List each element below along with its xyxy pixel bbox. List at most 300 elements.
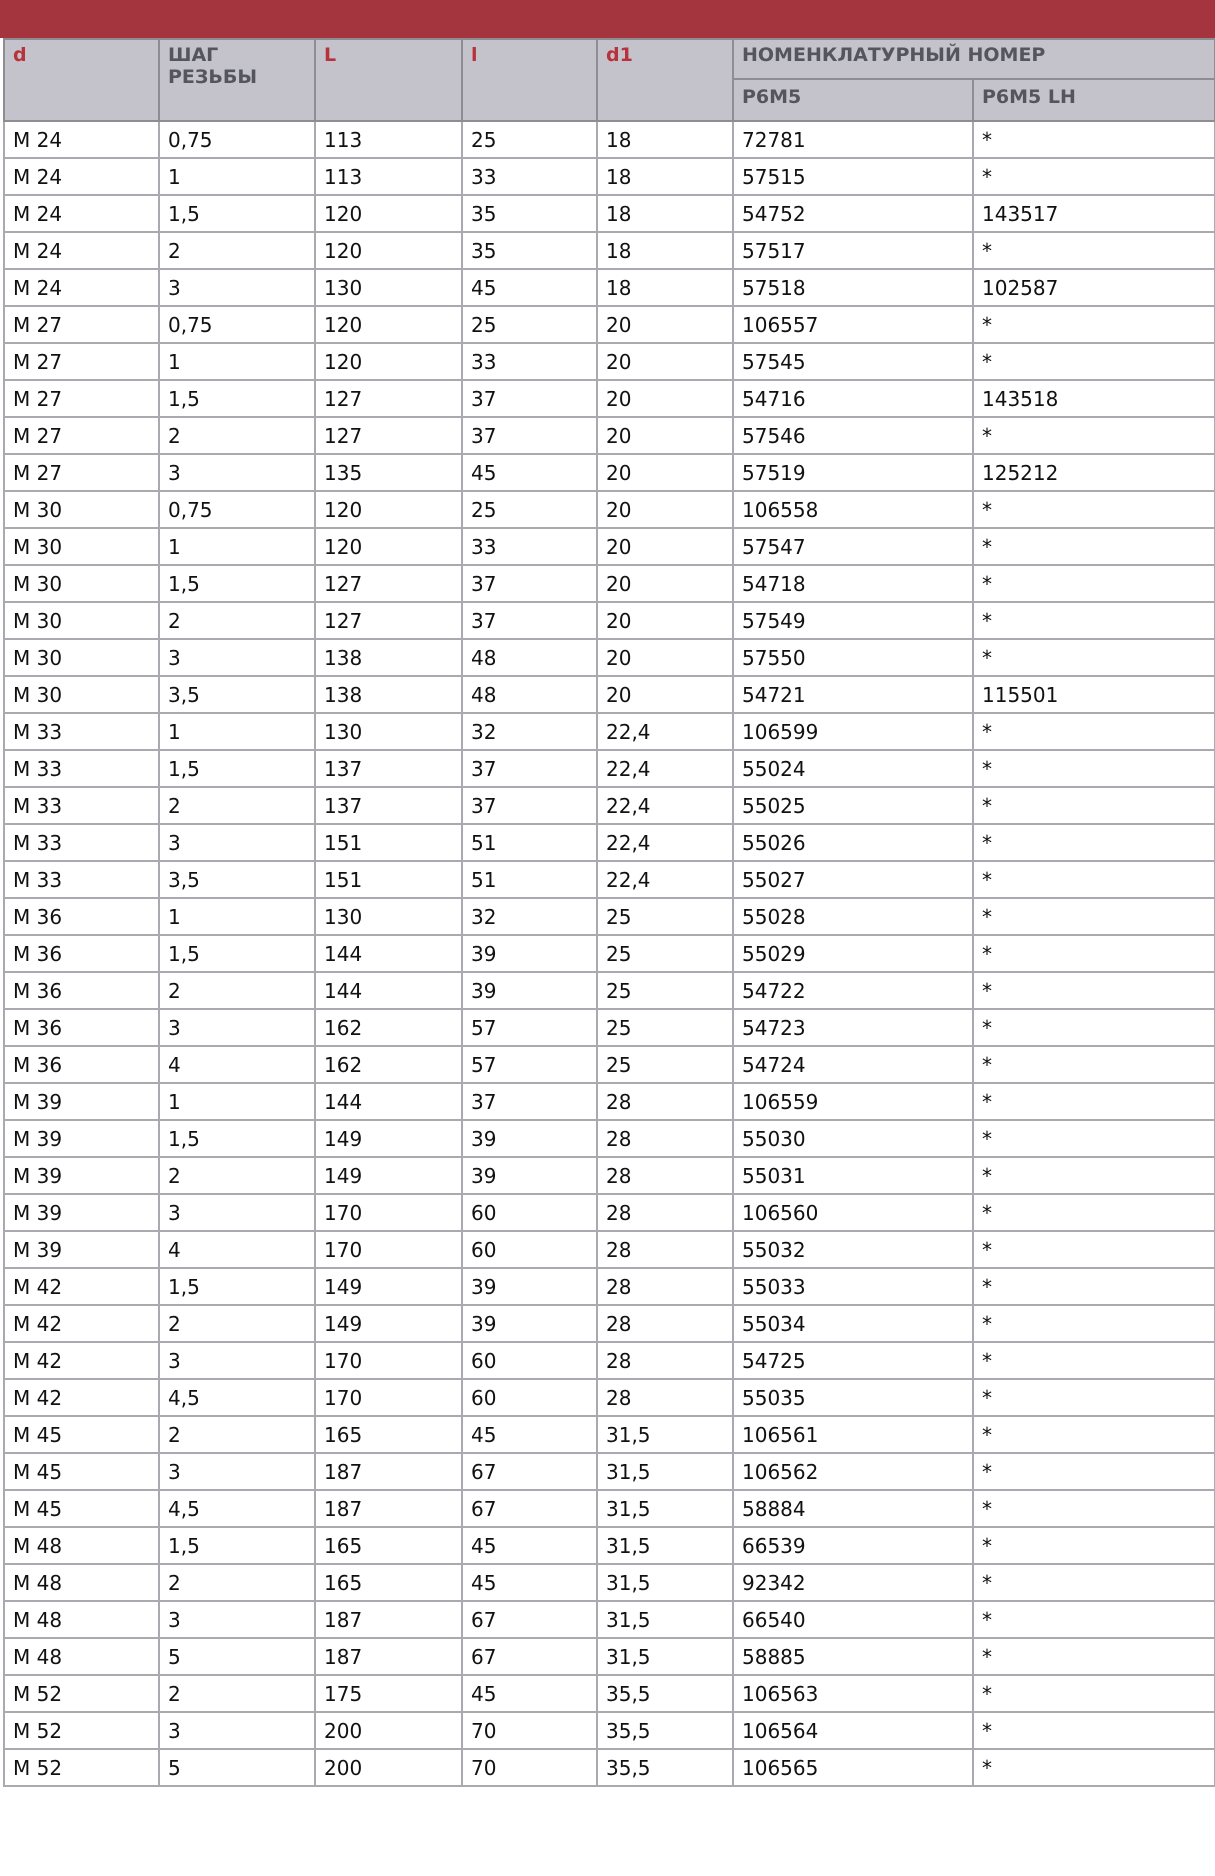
cell-d1: 31,5 bbox=[597, 1453, 733, 1490]
cell-d: М 42 bbox=[4, 1268, 159, 1305]
cell-d: М 30 bbox=[4, 491, 159, 528]
cell-p6m5-lh: * bbox=[973, 528, 1215, 565]
cell-length-thread: 51 bbox=[462, 824, 597, 861]
cell-pitch: 1,5 bbox=[159, 380, 315, 417]
cell-p6m5: 55033 bbox=[733, 1268, 973, 1305]
cell-length-thread: 39 bbox=[462, 935, 597, 972]
cell-length-thread: 39 bbox=[462, 1120, 597, 1157]
cell-length-total: 138 bbox=[315, 676, 462, 713]
table-row bbox=[4, 1564, 1215, 1601]
cell-length-thread: 67 bbox=[462, 1638, 597, 1675]
cell-p6m5: 106558 bbox=[733, 491, 973, 528]
cell-length-thread: 37 bbox=[462, 1083, 597, 1120]
cell-length-total: 200 bbox=[315, 1749, 462, 1786]
table-row bbox=[4, 1379, 1215, 1416]
cell-p6m5-lh: * bbox=[973, 417, 1215, 454]
table-row bbox=[4, 158, 1215, 195]
cell-d: М 39 bbox=[4, 1157, 159, 1194]
cell-p6m5: 106599 bbox=[733, 713, 973, 750]
cell-d: М 24 bbox=[4, 121, 159, 158]
cell-p6m5: 57547 bbox=[733, 528, 973, 565]
cell-length-total: 170 bbox=[315, 1379, 462, 1416]
cell-d1: 18 bbox=[597, 195, 733, 232]
cell-p6m5: 54716 bbox=[733, 380, 973, 417]
cell-length-thread: 45 bbox=[462, 269, 597, 306]
cell-d: М 48 bbox=[4, 1564, 159, 1601]
cell-length-thread: 57 bbox=[462, 1046, 597, 1083]
cell-length-thread: 35 bbox=[462, 195, 597, 232]
cell-p6m5-lh: * bbox=[973, 1120, 1215, 1157]
cell-length-thread: 32 bbox=[462, 898, 597, 935]
cell-length-thread: 48 bbox=[462, 639, 597, 676]
cell-p6m5: 55027 bbox=[733, 861, 973, 898]
cell-d: М 30 bbox=[4, 602, 159, 639]
cell-p6m5-lh: * bbox=[973, 1379, 1215, 1416]
cell-length-thread: 60 bbox=[462, 1379, 597, 1416]
cell-d1: 22,4 bbox=[597, 824, 733, 861]
table-body bbox=[4, 121, 1215, 1786]
cell-p6m5: 55026 bbox=[733, 824, 973, 861]
cell-d1: 31,5 bbox=[597, 1638, 733, 1675]
cell-length-total: 187 bbox=[315, 1638, 462, 1675]
cell-d1: 20 bbox=[597, 306, 733, 343]
cell-pitch: 1,5 bbox=[159, 750, 315, 787]
cell-pitch: 2 bbox=[159, 972, 315, 1009]
cell-p6m5: 54721 bbox=[733, 676, 973, 713]
cell-d: М 27 bbox=[4, 380, 159, 417]
cell-length-thread: 39 bbox=[462, 1157, 597, 1194]
header-accent-bar bbox=[0, 0, 1215, 38]
cell-d1: 22,4 bbox=[597, 713, 733, 750]
cell-length-thread: 37 bbox=[462, 750, 597, 787]
cell-length-thread: 37 bbox=[462, 787, 597, 824]
column-header-d: d bbox=[4, 39, 159, 121]
cell-d: М 52 bbox=[4, 1675, 159, 1712]
cell-d1: 28 bbox=[597, 1157, 733, 1194]
cell-p6m5: 92342 bbox=[733, 1564, 973, 1601]
cell-length-total: 113 bbox=[315, 121, 462, 158]
table-row bbox=[4, 380, 1215, 417]
cell-d: М 48 bbox=[4, 1527, 159, 1564]
cell-pitch: 1 bbox=[159, 343, 315, 380]
cell-p6m5: 54723 bbox=[733, 1009, 973, 1046]
cell-p6m5-lh: * bbox=[973, 639, 1215, 676]
cell-length-thread: 37 bbox=[462, 417, 597, 454]
table-row bbox=[4, 787, 1215, 824]
cell-pitch: 1,5 bbox=[159, 935, 315, 972]
cell-pitch: 4,5 bbox=[159, 1490, 315, 1527]
cell-p6m5-lh: * bbox=[973, 491, 1215, 528]
column-header-length-thread: l bbox=[462, 39, 597, 121]
cell-d1: 28 bbox=[597, 1342, 733, 1379]
cell-length-thread: 48 bbox=[462, 676, 597, 713]
cell-pitch: 5 bbox=[159, 1749, 315, 1786]
cell-d: М 27 bbox=[4, 343, 159, 380]
cell-pitch: 1 bbox=[159, 713, 315, 750]
cell-d1: 31,5 bbox=[597, 1601, 733, 1638]
cell-p6m5-lh: * bbox=[973, 1194, 1215, 1231]
cell-d1: 20 bbox=[597, 639, 733, 676]
cell-p6m5-lh: * bbox=[973, 602, 1215, 639]
cell-pitch: 1,5 bbox=[159, 1268, 315, 1305]
cell-p6m5-lh: * bbox=[973, 1712, 1215, 1749]
cell-pitch: 3 bbox=[159, 1009, 315, 1046]
cell-p6m5: 55024 bbox=[733, 750, 973, 787]
table-row bbox=[4, 1268, 1215, 1305]
cell-p6m5-lh: 102587 bbox=[973, 269, 1215, 306]
cell-length-total: 170 bbox=[315, 1231, 462, 1268]
cell-p6m5: 54718 bbox=[733, 565, 973, 602]
cell-length-total: 127 bbox=[315, 380, 462, 417]
cell-d: М 30 bbox=[4, 528, 159, 565]
cell-p6m5: 57549 bbox=[733, 602, 973, 639]
table-row bbox=[4, 1712, 1215, 1749]
cell-d1: 31,5 bbox=[597, 1416, 733, 1453]
cell-d1: 28 bbox=[597, 1194, 733, 1231]
cell-length-thread: 45 bbox=[462, 1564, 597, 1601]
cell-d1: 28 bbox=[597, 1083, 733, 1120]
cell-d: М 33 bbox=[4, 824, 159, 861]
cell-length-total: 187 bbox=[315, 1453, 462, 1490]
cell-length-total: 130 bbox=[315, 713, 462, 750]
table-row bbox=[4, 1527, 1215, 1564]
column-header-p6m5-lh: Р6М5 LH bbox=[973, 79, 1215, 121]
cell-length-thread: 39 bbox=[462, 1305, 597, 1342]
cell-d1: 28 bbox=[597, 1305, 733, 1342]
cell-length-thread: 67 bbox=[462, 1490, 597, 1527]
cell-length-thread: 37 bbox=[462, 380, 597, 417]
cell-pitch: 0,75 bbox=[159, 121, 315, 158]
cell-p6m5-lh: * bbox=[973, 1009, 1215, 1046]
cell-length-total: 135 bbox=[315, 454, 462, 491]
cell-length-total: 144 bbox=[315, 972, 462, 1009]
table-row bbox=[4, 417, 1215, 454]
cell-p6m5: 106564 bbox=[733, 1712, 973, 1749]
cell-length-thread: 25 bbox=[462, 121, 597, 158]
cell-d1: 31,5 bbox=[597, 1527, 733, 1564]
cell-d1: 25 bbox=[597, 898, 733, 935]
cell-pitch: 3 bbox=[159, 1712, 315, 1749]
cell-d: М 48 bbox=[4, 1601, 159, 1638]
cell-pitch: 1 bbox=[159, 528, 315, 565]
table-row bbox=[4, 676, 1215, 713]
table-row bbox=[4, 935, 1215, 972]
cell-p6m5-lh: * bbox=[973, 121, 1215, 158]
cell-length-thread: 45 bbox=[462, 1416, 597, 1453]
cell-length-total: 120 bbox=[315, 232, 462, 269]
cell-d: М 45 bbox=[4, 1416, 159, 1453]
cell-length-total: 187 bbox=[315, 1490, 462, 1527]
table-row bbox=[4, 1231, 1215, 1268]
cell-pitch: 2 bbox=[159, 1675, 315, 1712]
cell-p6m5: 66540 bbox=[733, 1601, 973, 1638]
cell-p6m5: 57546 bbox=[733, 417, 973, 454]
cell-p6m5-lh: * bbox=[973, 787, 1215, 824]
cell-d: М 30 bbox=[4, 639, 159, 676]
cell-p6m5-lh: * bbox=[973, 1157, 1215, 1194]
table-row bbox=[4, 565, 1215, 602]
cell-pitch: 1,5 bbox=[159, 1527, 315, 1564]
cell-p6m5: 58884 bbox=[733, 1490, 973, 1527]
cell-d: М 33 bbox=[4, 787, 159, 824]
cell-d: М 36 bbox=[4, 1009, 159, 1046]
cell-p6m5: 106565 bbox=[733, 1749, 973, 1786]
cell-length-total: 120 bbox=[315, 195, 462, 232]
cell-p6m5: 54725 bbox=[733, 1342, 973, 1379]
cell-d1: 25 bbox=[597, 972, 733, 1009]
cell-p6m5-lh: * bbox=[973, 1564, 1215, 1601]
cell-length-thread: 32 bbox=[462, 713, 597, 750]
cell-p6m5: 55028 bbox=[733, 898, 973, 935]
cell-d1: 20 bbox=[597, 528, 733, 565]
cell-length-total: 138 bbox=[315, 639, 462, 676]
table-row bbox=[4, 1083, 1215, 1120]
cell-length-total: 165 bbox=[315, 1416, 462, 1453]
table-row bbox=[4, 1120, 1215, 1157]
cell-pitch: 2 bbox=[159, 602, 315, 639]
cell-length-total: 149 bbox=[315, 1120, 462, 1157]
cell-p6m5-lh: * bbox=[973, 713, 1215, 750]
cell-p6m5-lh: 143518 bbox=[973, 380, 1215, 417]
cell-length-total: 165 bbox=[315, 1527, 462, 1564]
cell-p6m5-lh: * bbox=[973, 232, 1215, 269]
cell-d: М 30 bbox=[4, 565, 159, 602]
cell-d1: 25 bbox=[597, 1009, 733, 1046]
cell-p6m5: 106563 bbox=[733, 1675, 973, 1712]
cell-length-thread: 37 bbox=[462, 565, 597, 602]
cell-length-total: 170 bbox=[315, 1342, 462, 1379]
cell-d: М 24 bbox=[4, 269, 159, 306]
table-header bbox=[4, 39, 1215, 121]
cell-p6m5-lh: * bbox=[973, 861, 1215, 898]
table-row bbox=[4, 1342, 1215, 1379]
cell-d: М 36 bbox=[4, 972, 159, 1009]
cell-p6m5: 54724 bbox=[733, 1046, 973, 1083]
cell-length-thread: 45 bbox=[462, 454, 597, 491]
cell-p6m5: 106557 bbox=[733, 306, 973, 343]
cell-p6m5: 55035 bbox=[733, 1379, 973, 1416]
table-row bbox=[4, 1046, 1215, 1083]
cell-length-thread: 51 bbox=[462, 861, 597, 898]
cell-d: М 36 bbox=[4, 898, 159, 935]
cell-d1: 28 bbox=[597, 1379, 733, 1416]
cell-pitch: 3 bbox=[159, 639, 315, 676]
cell-pitch: 3 bbox=[159, 454, 315, 491]
table-row bbox=[4, 898, 1215, 935]
cell-length-thread: 33 bbox=[462, 528, 597, 565]
cell-p6m5-lh: * bbox=[973, 1601, 1215, 1638]
cell-p6m5-lh: * bbox=[973, 935, 1215, 972]
cell-d1: 20 bbox=[597, 602, 733, 639]
table-row bbox=[4, 232, 1215, 269]
cell-p6m5-lh: 125212 bbox=[973, 454, 1215, 491]
cell-d: М 39 bbox=[4, 1194, 159, 1231]
table-row bbox=[4, 1749, 1215, 1786]
cell-length-total: 130 bbox=[315, 898, 462, 935]
table-row bbox=[4, 1416, 1215, 1453]
table-row bbox=[4, 1453, 1215, 1490]
cell-d1: 28 bbox=[597, 1268, 733, 1305]
cell-p6m5-lh: * bbox=[973, 1453, 1215, 1490]
cell-p6m5: 57515 bbox=[733, 158, 973, 195]
cell-length-thread: 60 bbox=[462, 1231, 597, 1268]
cell-pitch: 0,75 bbox=[159, 306, 315, 343]
cell-p6m5: 57550 bbox=[733, 639, 973, 676]
cell-length-thread: 39 bbox=[462, 1268, 597, 1305]
table-row bbox=[4, 602, 1215, 639]
table-row bbox=[4, 1305, 1215, 1342]
cell-length-total: 170 bbox=[315, 1194, 462, 1231]
cell-d: М 27 bbox=[4, 417, 159, 454]
table-row bbox=[4, 1675, 1215, 1712]
cell-d: М 52 bbox=[4, 1749, 159, 1786]
cell-length-thread: 25 bbox=[462, 491, 597, 528]
cell-d1: 18 bbox=[597, 158, 733, 195]
cell-length-thread: 45 bbox=[462, 1675, 597, 1712]
cell-d1: 31,5 bbox=[597, 1490, 733, 1527]
table-row bbox=[4, 528, 1215, 565]
cell-length-total: 151 bbox=[315, 861, 462, 898]
cell-length-thread: 67 bbox=[462, 1453, 597, 1490]
cell-pitch: 5 bbox=[159, 1638, 315, 1675]
cell-d: М 39 bbox=[4, 1120, 159, 1157]
cell-d1: 28 bbox=[597, 1231, 733, 1268]
cell-d: М 33 bbox=[4, 861, 159, 898]
cell-length-total: 162 bbox=[315, 1046, 462, 1083]
cell-length-thread: 33 bbox=[462, 158, 597, 195]
cell-length-total: 200 bbox=[315, 1712, 462, 1749]
cell-d1: 35,5 bbox=[597, 1712, 733, 1749]
cell-length-total: 127 bbox=[315, 602, 462, 639]
cell-length-total: 165 bbox=[315, 1564, 462, 1601]
cell-d: М 33 bbox=[4, 713, 159, 750]
cell-p6m5-lh: 143517 bbox=[973, 195, 1215, 232]
cell-length-total: 149 bbox=[315, 1305, 462, 1342]
cell-p6m5: 58885 bbox=[733, 1638, 973, 1675]
cell-p6m5-lh: 115501 bbox=[973, 676, 1215, 713]
table-row bbox=[4, 454, 1215, 491]
cell-p6m5-lh: * bbox=[973, 565, 1215, 602]
cell-p6m5-lh: * bbox=[973, 898, 1215, 935]
cell-p6m5-lh: * bbox=[973, 1416, 1215, 1453]
cell-length-thread: 57 bbox=[462, 1009, 597, 1046]
cell-p6m5-lh: * bbox=[973, 1046, 1215, 1083]
cell-d1: 20 bbox=[597, 343, 733, 380]
cell-length-total: 144 bbox=[315, 1083, 462, 1120]
cell-p6m5: 106562 bbox=[733, 1453, 973, 1490]
cell-pitch: 4 bbox=[159, 1231, 315, 1268]
table-row bbox=[4, 121, 1215, 158]
table-row bbox=[4, 1490, 1215, 1527]
cell-p6m5-lh: * bbox=[973, 824, 1215, 861]
cell-length-thread: 35 bbox=[462, 232, 597, 269]
cell-pitch: 1 bbox=[159, 158, 315, 195]
cell-d: М 33 bbox=[4, 750, 159, 787]
column-header-length-total: L bbox=[315, 39, 462, 121]
cell-d1: 22,4 bbox=[597, 750, 733, 787]
cell-d: М 42 bbox=[4, 1305, 159, 1342]
cell-pitch: 3 bbox=[159, 824, 315, 861]
cell-d: М 36 bbox=[4, 1046, 159, 1083]
cell-length-total: 120 bbox=[315, 343, 462, 380]
cell-length-total: 175 bbox=[315, 1675, 462, 1712]
cell-pitch: 3 bbox=[159, 1453, 315, 1490]
cell-p6m5: 55034 bbox=[733, 1305, 973, 1342]
column-header-pitch: ШАГ РЕЗЬБЫ bbox=[159, 39, 315, 121]
cell-pitch: 1 bbox=[159, 1083, 315, 1120]
cell-pitch: 3 bbox=[159, 269, 315, 306]
table-row bbox=[4, 1601, 1215, 1638]
table-row bbox=[4, 269, 1215, 306]
cell-p6m5: 106559 bbox=[733, 1083, 973, 1120]
cell-d: М 52 bbox=[4, 1712, 159, 1749]
cell-pitch: 2 bbox=[159, 1305, 315, 1342]
cell-length-total: 144 bbox=[315, 935, 462, 972]
cell-length-thread: 45 bbox=[462, 1527, 597, 1564]
cell-length-thread: 70 bbox=[462, 1749, 597, 1786]
cell-length-total: 151 bbox=[315, 824, 462, 861]
cell-p6m5: 57519 bbox=[733, 454, 973, 491]
cell-p6m5: 106561 bbox=[733, 1416, 973, 1453]
cell-p6m5: 55030 bbox=[733, 1120, 973, 1157]
cell-length-total: 120 bbox=[315, 528, 462, 565]
cell-pitch: 2 bbox=[159, 787, 315, 824]
cell-d1: 25 bbox=[597, 1046, 733, 1083]
cell-length-total: 120 bbox=[315, 306, 462, 343]
cell-length-total: 120 bbox=[315, 491, 462, 528]
cell-p6m5-lh: * bbox=[973, 1749, 1215, 1786]
cell-p6m5-lh: * bbox=[973, 1490, 1215, 1527]
cell-p6m5-lh: * bbox=[973, 1527, 1215, 1564]
column-header-d1: d1 bbox=[597, 39, 733, 121]
cell-p6m5-lh: * bbox=[973, 1342, 1215, 1379]
cell-pitch: 1,5 bbox=[159, 565, 315, 602]
cell-length-total: 137 bbox=[315, 787, 462, 824]
table-row bbox=[4, 824, 1215, 861]
cell-d: М 42 bbox=[4, 1342, 159, 1379]
cell-pitch: 3 bbox=[159, 1342, 315, 1379]
cell-length-thread: 60 bbox=[462, 1194, 597, 1231]
cell-d: М 24 bbox=[4, 158, 159, 195]
table-row bbox=[4, 1009, 1215, 1046]
cell-pitch: 2 bbox=[159, 1416, 315, 1453]
cell-d: М 48 bbox=[4, 1638, 159, 1675]
cell-d: М 45 bbox=[4, 1453, 159, 1490]
cell-p6m5-lh: * bbox=[973, 1675, 1215, 1712]
cell-pitch: 0,75 bbox=[159, 491, 315, 528]
cell-length-total: 113 bbox=[315, 158, 462, 195]
cell-d: М 30 bbox=[4, 676, 159, 713]
cell-pitch: 2 bbox=[159, 232, 315, 269]
cell-length-thread: 67 bbox=[462, 1601, 597, 1638]
cell-pitch: 4,5 bbox=[159, 1379, 315, 1416]
table-row bbox=[4, 491, 1215, 528]
cell-length-thread: 39 bbox=[462, 972, 597, 1009]
cell-d1: 18 bbox=[597, 269, 733, 306]
table-row bbox=[4, 861, 1215, 898]
cell-pitch: 1,5 bbox=[159, 1120, 315, 1157]
cell-d1: 18 bbox=[597, 121, 733, 158]
cell-d1: 35,5 bbox=[597, 1749, 733, 1786]
specification-table bbox=[3, 38, 1215, 1787]
cell-d1: 20 bbox=[597, 676, 733, 713]
cell-d: М 24 bbox=[4, 232, 159, 269]
cell-length-total: 162 bbox=[315, 1009, 462, 1046]
cell-d1: 31,5 bbox=[597, 1564, 733, 1601]
cell-d: М 39 bbox=[4, 1083, 159, 1120]
table-row bbox=[4, 1157, 1215, 1194]
cell-d: М 36 bbox=[4, 935, 159, 972]
